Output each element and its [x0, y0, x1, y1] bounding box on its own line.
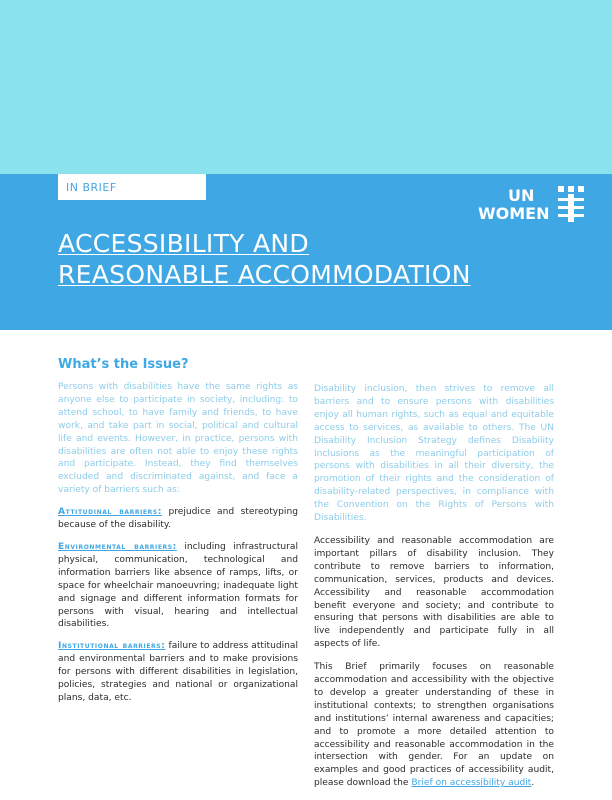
environmental-barriers-label: Environmental barriers:	[58, 541, 177, 552]
in-brief-tag	[58, 174, 206, 200]
in-brief-label: IN BRIEF	[66, 181, 117, 194]
logo-un-text: UN	[508, 186, 535, 205]
right-column	[314, 383, 554, 800]
intro-paragraph: Persons with disabilities have the same rights as anyone else to participate in society, including: to attend school, to have family and friends, to have work, and take part in social, political and cultural life and events. However, in practice, persons with disabilities are often not able to enjoy these rights and participate. Instead, they find themselves excluded and discriminated against, and face a variety of barriers such as:	[58, 382, 298, 496]
accessibility-paragraph: Accessibility and reasonable accommodation are important pillars of disability inclusion. They contribute to remove barriers to information, communication, services, products and devices. Accessibility and reasonable accommodation benefit everyone and society; and contribute to ensuring that persons with disabilities are able to live independently and participate fully in all aspects of life.	[314, 535, 554, 650]
title-line-1: ACCESSIBILITY AND	[58, 229, 309, 258]
brief-focus-end: .	[531, 778, 535, 789]
attitudinal-barriers-label: Attitudinal barriers:	[58, 507, 162, 518]
institutional-barriers-item	[58, 640, 298, 705]
un-women-logo	[478, 186, 588, 226]
page-title	[58, 228, 578, 290]
institutional-barriers-text: failure to address attitudinal and environmental barriers and to make provisions for persons with different disabilities in legislation, policies, strategies and national or organizational plans, data, etc.	[58, 641, 298, 703]
attitudinal-barriers-text: prejudice and stereotyping because of the disability.	[58, 507, 298, 531]
brief-focus-text: This Brief primarily focuses on reasonable accommodation and accessibility with the objective to develop a greater understanding of these in institutional contexts; to strengthen organisations and institutions’ internal awareness and capacities; and to promote a more detailed attention to accessibility and reasonable accommodation in the intersection with gender. For an update on examples and good practices of accessibility audit, please download the	[314, 662, 554, 789]
left-column	[58, 357, 298, 705]
environmental-barriers-text: including infrastructural physical, communication, technological and information barriers like absence of ramps, lifts, or space for wheelchair manoeuvring; inadequate light and signage and different information formats for persons with visual, hearing and intellectual disabilities.	[58, 541, 298, 630]
attitudinal-barriers-item	[58, 506, 298, 532]
logo-women-text: WOMEN	[478, 204, 550, 223]
un-women-emblem-icon	[558, 186, 584, 222]
environmental-barriers-item	[58, 541, 298, 631]
section-heading: What’s the Issue?	[58, 357, 189, 372]
brief-focus-paragraph	[314, 661, 554, 790]
title-line-2: REASONABLE ACCOMMODATION	[58, 260, 471, 289]
disability-inclusion-paragraph: Disability inclusion, then strives to remove all barriers and to ensure persons with disabilities enjoy all human rights, such as equal and equitable access to services, as available to others. The UN Disability Inclusion Strategy defines Disability Inclusions as the meaningful participation of persons with disabilities in all their diversity, the promotion of their rights and the consideration of disability-related perspectives, in compliance with the Convention on the Rights of Persons with Disabilities.	[314, 384, 554, 524]
institutional-barriers-label: Institutional barriers:	[58, 641, 166, 652]
accessibility-audit-link[interactable]: Brief on accessibility audit	[411, 778, 532, 789]
header-top-band	[0, 0, 612, 174]
